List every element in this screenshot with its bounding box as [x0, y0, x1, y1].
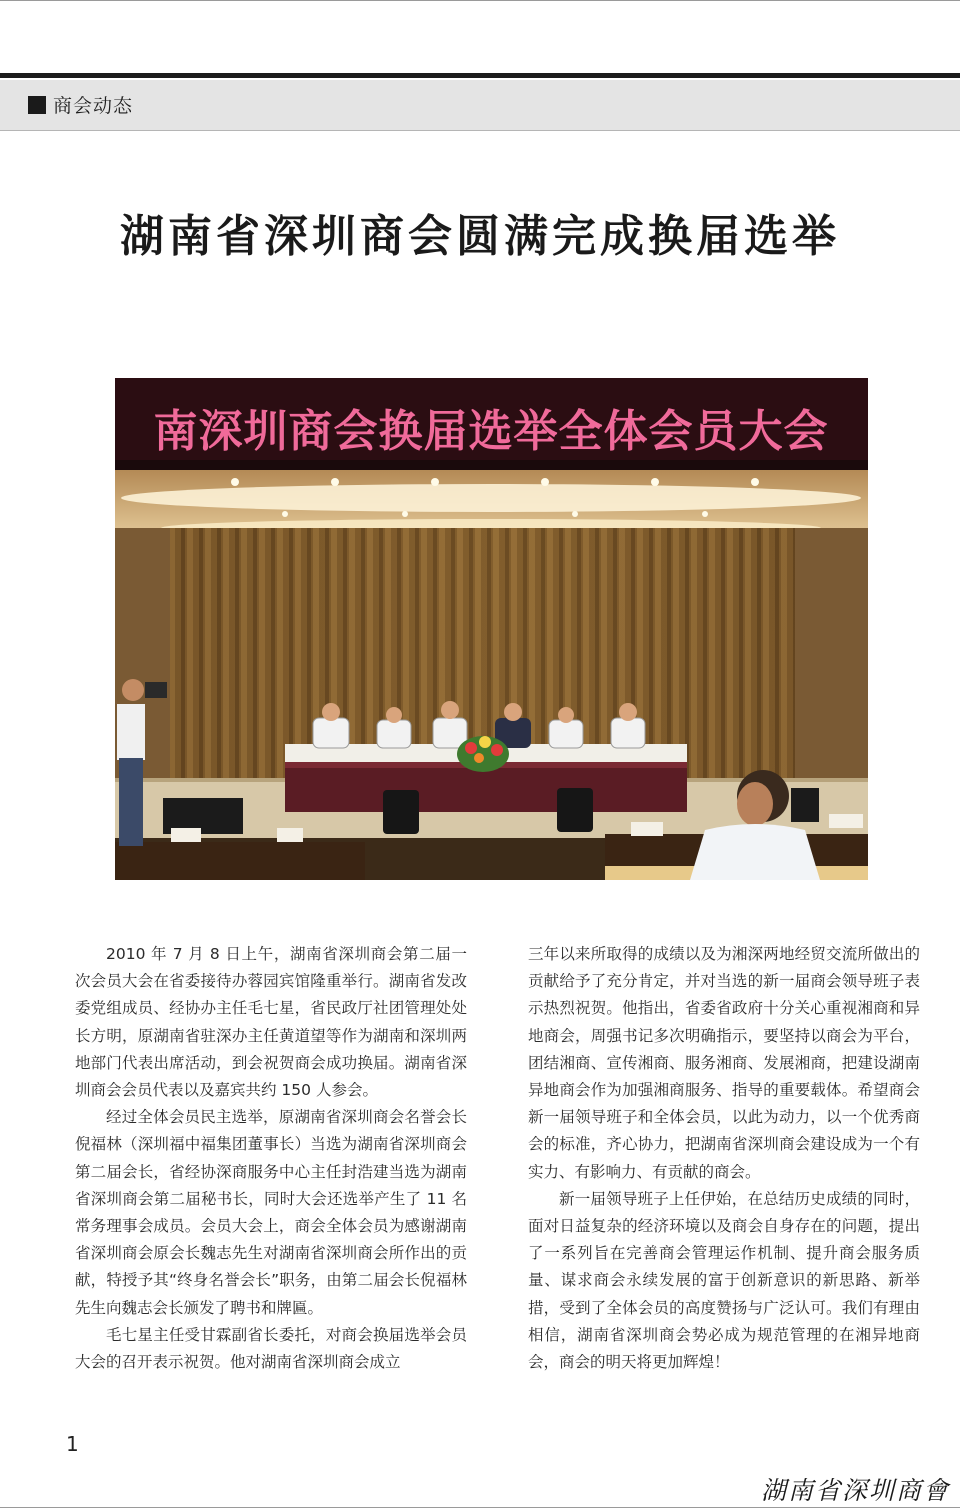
- article-title: 湖南省深圳商会圆满完成换届选举: [120, 211, 840, 262]
- square-bullet-icon: [28, 96, 46, 114]
- article-photo: [115, 378, 868, 880]
- paragraph: 2010 年 7 月 8 日上午，湖南省深圳商会第二届一次会员大会在省委接待办蓉园宾馆隆重举行。湖南省发改委党组成员、经协办主任毛七星，省民政厅社团管理处处长方明，原湖南省驻深办主任黄道望等作为湖南和深圳两地部门代表出席活动，到会祝贺商会成功换届。湖南省深圳商会会员代表以及嘉宾共约 150 人参会。: [75, 945, 467, 1100]
- paragraph: 毛七星主任受甘霖副省长委托，对商会换届选举会员大会的召开表示祝贺。他对湖南省深圳商会成立: [75, 1325, 467, 1372]
- article-column-left: [75, 941, 467, 1376]
- paragraph: 三年以来所取得的成绩以及为湘深两地经贸交流所做出的贡献给予了充分肯定，并对当选的新一届商会领导班子表示热烈祝贺。他指出，省委省政府十分关心重视湘商和异地商会，周强书记多次明确指示，要坚持以商会为平台，团结湘商、宣传湘商、服务湘商、发展湘商，把建设湖南异地商会作为加强湘商服务、指导的重要载体。希望商会新一届领导班子和全体会员，以此为动力，以一个优秀商会的标准，齐心协力，把湖南省深圳商会建设成为一个有实力、有影响力、有贡献的商会。: [528, 945, 920, 1181]
- section-label: 商会动态: [53, 95, 134, 117]
- paragraph: 经过全体会员民主选举，原湖南省深圳商会名誉会长倪福林（深圳福中福集团董事长）当选为湖南省深圳商会第二届会长，省经协深商服务中心主任封浩建当选为湖南省深圳商会第二届秘书长，同时大会还选举产生了 11 名常务理事会成员。会员大会上，商会全体会员为感谢湖南省深圳商会原会长魏志先生对湖南省深圳商会所作出的贡献，特授予其“终身名誉会长”职务，由第二届会长倪福林先生向魏志会长颁发了聘书和牌匾。: [75, 1108, 467, 1317]
- top-rule: [0, 0, 960, 1]
- paragraph: 新一届领导班子上任伊始，在总结历史成绩的同时，面对日益复杂的经济环境以及商会自身存在的问题，提出了一系列旨在完善商会管理运作机制、提升商会服务质量、谋求商会永续发展的富于创新意识的新思路、新举措，受到了全体会员的高度赞扬与广泛认可。我们有理由相信，湖南省深圳商会势必成为规范管理的在湘异地商会，商会的明天将更加辉煌！: [528, 1189, 920, 1372]
- publication-mark: 湖南省深圳商會: [760, 1476, 950, 1505]
- bottom-rule: [0, 1507, 960, 1508]
- flower-arrangement: [457, 736, 509, 772]
- header-divider: [0, 73, 960, 78]
- section-header-bar: [0, 80, 960, 131]
- photo-banner-text: 南深圳商会换届选举全体会员大会: [153, 406, 829, 457]
- article-column-right: [528, 941, 920, 1376]
- page-number: 1: [66, 1432, 79, 1456]
